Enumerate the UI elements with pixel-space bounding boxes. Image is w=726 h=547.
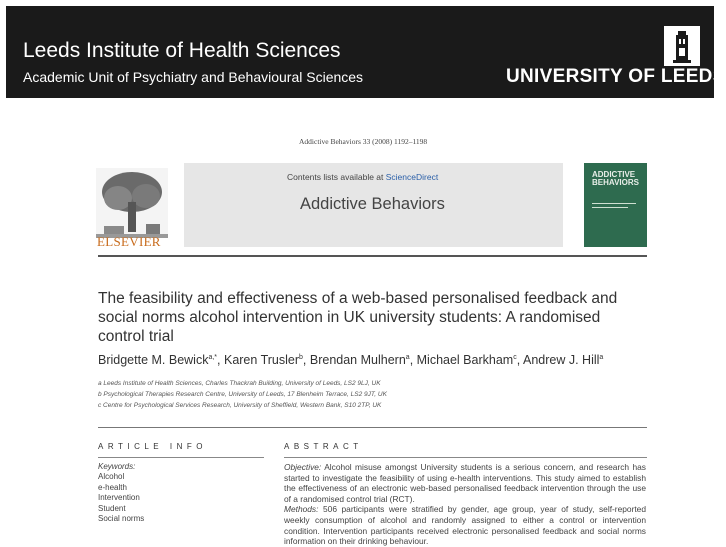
article-info-rule [98, 457, 264, 458]
affiliation-c: c Centre for Psychological Services Research, University of Sheffield, Western Bank, S10 2TP, UK [98, 402, 382, 409]
keyword: Intervention [98, 493, 140, 502]
header-banner [6, 6, 726, 98]
author-affiliation-mark: a,* [208, 353, 218, 361]
author-name: Karen Trusler [223, 353, 300, 367]
objective-text: Alcohol misuse amongst University students is a serious concern, and research has started to investigate the feasibility of using e-health interventions. This study aimed to establish the effectiveness of an electronic web-based personalised feedback intervention through the use of a randomised control trial (RCT). [284, 462, 646, 504]
institute-title: Leeds Institute of Health Sciences [23, 39, 341, 62]
author-name: Andrew J. Hill [522, 353, 600, 367]
paper-page [96, 130, 648, 547]
journal-reference: Addictive Behaviors 33 (2008) 1192–1198 [299, 137, 428, 146]
keywords-list [98, 472, 144, 525]
affiliation-b: b Psychological Therapies Research Centre, University of Leeds, 17 Blenheim Terrace, LS2 9JT, UK [98, 391, 387, 398]
publisher-name: ELSEVIER [97, 234, 161, 249]
cover-title: ADDICTIVE BEHAVIORS [592, 170, 639, 187]
article-info-heading: ARTICLE INFO [98, 442, 207, 451]
university-name: UNIVERSITY OF LEEDS [506, 66, 726, 87]
cover-rule [592, 203, 636, 204]
author-name: Michael Barkham [416, 353, 514, 367]
keywords-label: Keywords: [98, 462, 136, 471]
keyword: Social norms [98, 514, 145, 523]
author-affiliation-mark: b [299, 353, 303, 361]
abstract-heading: ABSTRACT [284, 442, 363, 451]
objective-label: Objective: [284, 462, 322, 472]
contents-prefix: Contents lists available at [287, 172, 386, 182]
author-name: Brendan Mulhern [309, 353, 406, 367]
abstract-methods [284, 504, 646, 546]
journal-cover [584, 163, 647, 247]
author-affiliation-mark: a [599, 353, 604, 361]
cover-rule [592, 207, 628, 208]
header-rule [98, 255, 647, 257]
author-name: Bridgette M. Bewick [98, 353, 209, 367]
unit-subtitle: Academic Unit of Psychiatry and Behavioural Sciences [23, 69, 364, 85]
university-crest-icon [664, 26, 700, 66]
methods-label: Methods: [284, 504, 319, 515]
keyword: Alcohol [98, 472, 125, 481]
contents-line [287, 172, 438, 182]
keyword: e-health [98, 482, 127, 492]
keyword: Student [98, 503, 126, 513]
author-list: Bridgette M. Bewick$^{a,*}$, Karen Trusler$^b$, Brendan Mulhern$^a$, Michael Barkham$^c$, Andrew J. Hill$^a$ [98, 353, 604, 367]
abstract-objective [284, 462, 646, 504]
affiliation-a: a Leeds Institute of Health Sciences, Charles Thackrah Building, University of Leeds, LS2 9LJ, UK [98, 380, 381, 387]
author-affiliation-mark: c [513, 353, 517, 361]
sciencedirect-link[interactable]: ScienceDirect [385, 172, 439, 182]
journal-name: Addictive Behaviors [300, 195, 445, 213]
section-rule [98, 427, 647, 428]
abstract-text [284, 462, 646, 547]
article-title: The feasibility and effectiveness of a web-based personalised feedback and social norms alcohol intervention in UK university students: A randomised control trial [98, 290, 618, 345]
journal-header-box [184, 163, 563, 247]
author-affiliation-mark: a [405, 353, 410, 361]
methods-text: 506 participants were stratified by gender, age group, year of study, self-reported weekly consumption of alcohol and randomly assigned to either a control or intervention condition. Intervention participants received electronic personalised feedback and social norms information on their drinking behaviour. [284, 504, 646, 547]
abstract-rule [284, 457, 647, 458]
